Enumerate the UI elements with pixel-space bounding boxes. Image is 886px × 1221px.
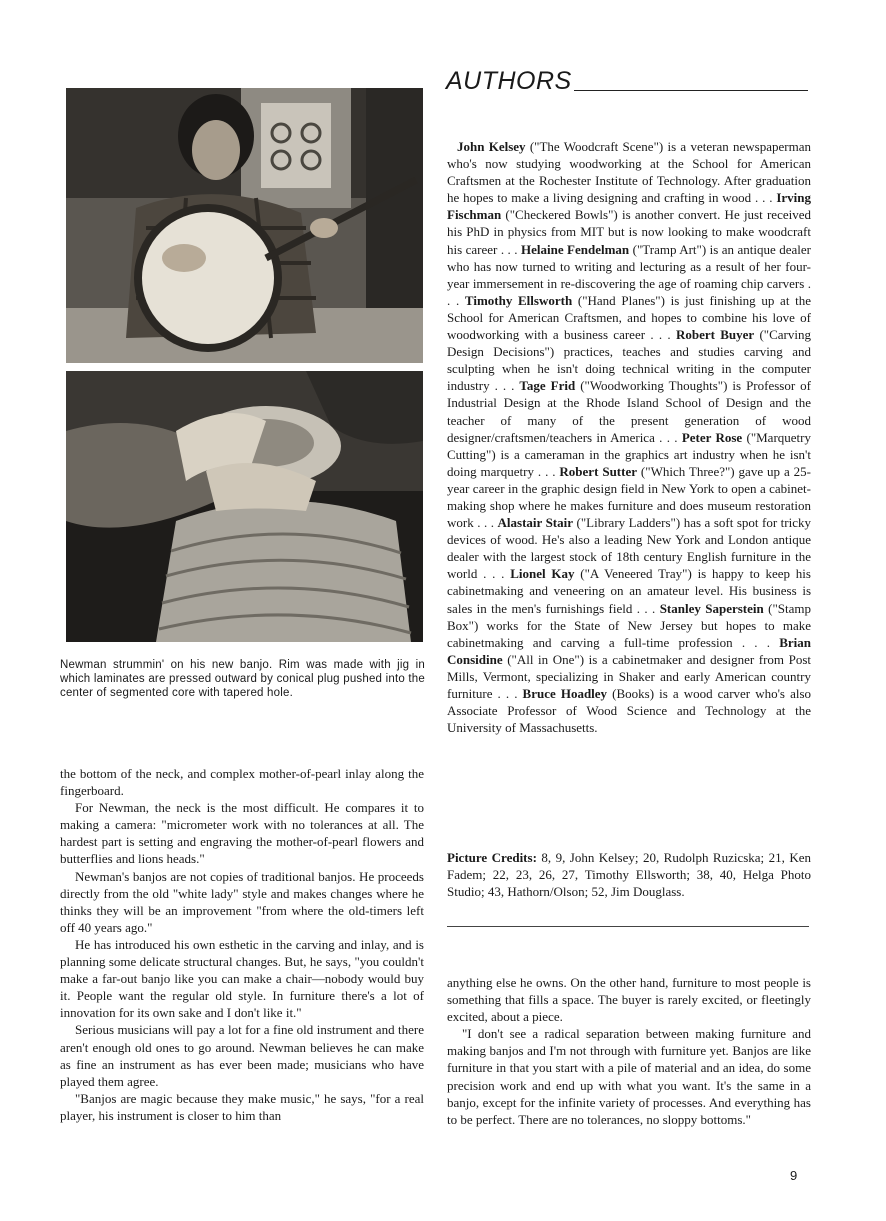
author-bio: ("Hand Planes") is just finishing up at the School for American Craftsmen, and hopes to combine his love of woodworking with a business career . . . — [447, 292, 812, 343]
picture-credits-text: 8, 9, John Kelsey; 20, Rudolph Ruzicska; 21, Ken Fadem; 22, 23, 26, 27, Timothy Ellsworth; 38, 40, Helga Photo Studio; 43, Hathorn/Olson; 52, Jim Douglass. — [447, 850, 811, 900]
author-name: Timothy Ellsworth — [464, 292, 573, 308]
author-name: Irving Fischman — [447, 190, 811, 223]
picture-credits — [447, 849, 811, 901]
author-bio: ("Tramp Art") is an antique dealer who has now turned to writing and lecturing as a result of her four-year immersement in re-discovering the age of roaming chip carvers . . . — [447, 241, 811, 308]
title-rule — [574, 90, 808, 91]
article-paragraph: "Banjos are magic because they make music," he says, "for a real player, his instrument is closer to him than — [60, 1090, 424, 1123]
article-paragraph: For Newman, the neck is the most difficult. He compares it to making a camera: "micrometer work with no tolerances at all. The hardest part is setting and engraving the mother-of-pearl flowers and butterflies and lions heads." — [60, 800, 424, 867]
author-name: Peter Rose — [681, 429, 743, 445]
article-paragraph: Serious musicians will pay a lot for a fine old instrument and there aren't enough old ones to go around. Newman believes he can make as fine an instrument as has ever been made; musicians who have played them agree. — [60, 1022, 424, 1089]
article-paragraph: anything else he owns. On the other hand, furniture to most people is something that fills a space. The buyer is rarely excited, or fleetingly excited, about a piece. — [447, 975, 811, 1025]
author-name: Robert Buyer — [675, 327, 755, 343]
authors-paragraph — [447, 138, 811, 736]
article-column-right — [447, 974, 811, 1128]
author-name: Helaine Fendelman — [520, 241, 630, 257]
author-bio: ("Woodworking Thoughts") is Professor of Industrial Design at the Rhode Island School of Design and the teacher of many of the present generation of wood designer/craftsmen/teachers in America . . . — [447, 378, 811, 445]
authors-bios — [447, 138, 811, 736]
section-divider — [447, 926, 809, 927]
section-header — [446, 60, 808, 94]
author-bio: ("Stamp Box") works for the State of New Jersey but hopes to make cabinetmaking and carving a full-time profession . . . — [447, 600, 812, 650]
author-bio: ("All in One") is a cabinetmaker and designer from Post Mills, Vermont, specializing in Shaker and early American country furniture . . . — [447, 651, 811, 701]
author-name: John Kelsey — [457, 139, 526, 154]
article-paragraph: He has introduced his own esthetic in the carving and inlay, and is planning some delicate structural changes. But, he says, "you couldn't make a far-out banjo like you can make a chair—nobody would buy it. People want the regular old style. In furniture there's a lot of innovation for its own sake and I don't like it." — [60, 936, 424, 1021]
rim-photo — [66, 371, 423, 642]
article-paragraph: "I don't see a radical separation between making furniture and making banjos and I'm not through with furniture yet. Banjos are like furniture in that you start with a pile of material and an idea, do some precision work and end up with what you want. It's the same in a banjo, except for the infinite variety of processes. And everything has to be perfect. There are no tolerances, no sloppy bottoms." — [447, 1026, 811, 1127]
author-bio: ("Carving Design Decisions") practices, teaches and studies carving and sculpting when he isn't doing technical writing in the computer industry . . . — [447, 327, 811, 394]
article-column-left — [60, 765, 424, 1124]
author-name: Bruce Hoadley — [522, 686, 608, 701]
author-name: Stanley Saperstein — [659, 600, 764, 616]
author-name: Brian Considine — [447, 634, 811, 667]
page-number: 9 — [790, 1168, 798, 1183]
section-title: AUTHORS — [446, 67, 572, 95]
author-bio: ("Checkered Bowls") is another convert. He just received his PhD in physics from MIT but is now looking to make woodcraft his career . . . — [447, 207, 811, 257]
article-paragraph: Newman's banjos are not copies of traditional banjos. He proceeds directly from the old "white lady" style and makes changes where he thinks they will be an improvement "from where the old-timers left off 40 years ago." — [60, 868, 424, 935]
author-bio: ("The Woodcraft Scene") is a veteran newspaperman who's now studying woodworking at the School for American Craftsmen at the Rochester Institute of Technology. After graduation he hopes to make a living designing and crafting in wood . . . — [447, 139, 811, 206]
author-name: Tage Frid — [519, 378, 576, 394]
author-bio: ("Marquetry Cutting") is a cameraman in the graphics art industry when he isn't doing marquetry . . . — [447, 429, 811, 479]
author-name: Lionel Kay — [510, 566, 575, 582]
banjo-photo — [66, 88, 423, 363]
author-name: Alastair Stair — [497, 515, 574, 531]
picture-credits-label: Picture Credits: — [447, 850, 537, 865]
author-name: Robert Sutter — [559, 463, 637, 479]
photo-caption: Newman strummin' on his new banjo. Rim was made with jig in which laminates are pressed outward by conical plug pushed into the center of segmented core with tapered hole. — [60, 659, 425, 699]
author-bio: (Books) is a wood carver who's also Associate Professor of Wood Science and Technology at the University of Massachusetts. — [447, 686, 812, 736]
author-bio: ("Library Ladders") has a soft spot for tricky devices of wood. He's also a leading New York and London antique dealer with the largest stock of 18th century English furniture in the world . . . — [447, 515, 812, 582]
author-bio: ("A Veneered Tray") is happy to keep his cabinetmaking and veneering on an amateur level. His business is sales in the men's furnishings field . . . — [447, 566, 811, 616]
article-paragraph: the bottom of the neck, and complex mother-of-pearl inlay along the fingerboard. — [60, 766, 424, 799]
author-bio: ("Which Three?") gave up a 25-year career in the graphic design field in New York to open a cabinet-making shop where he makes furniture and does museum restoration work . . . — [447, 463, 811, 531]
